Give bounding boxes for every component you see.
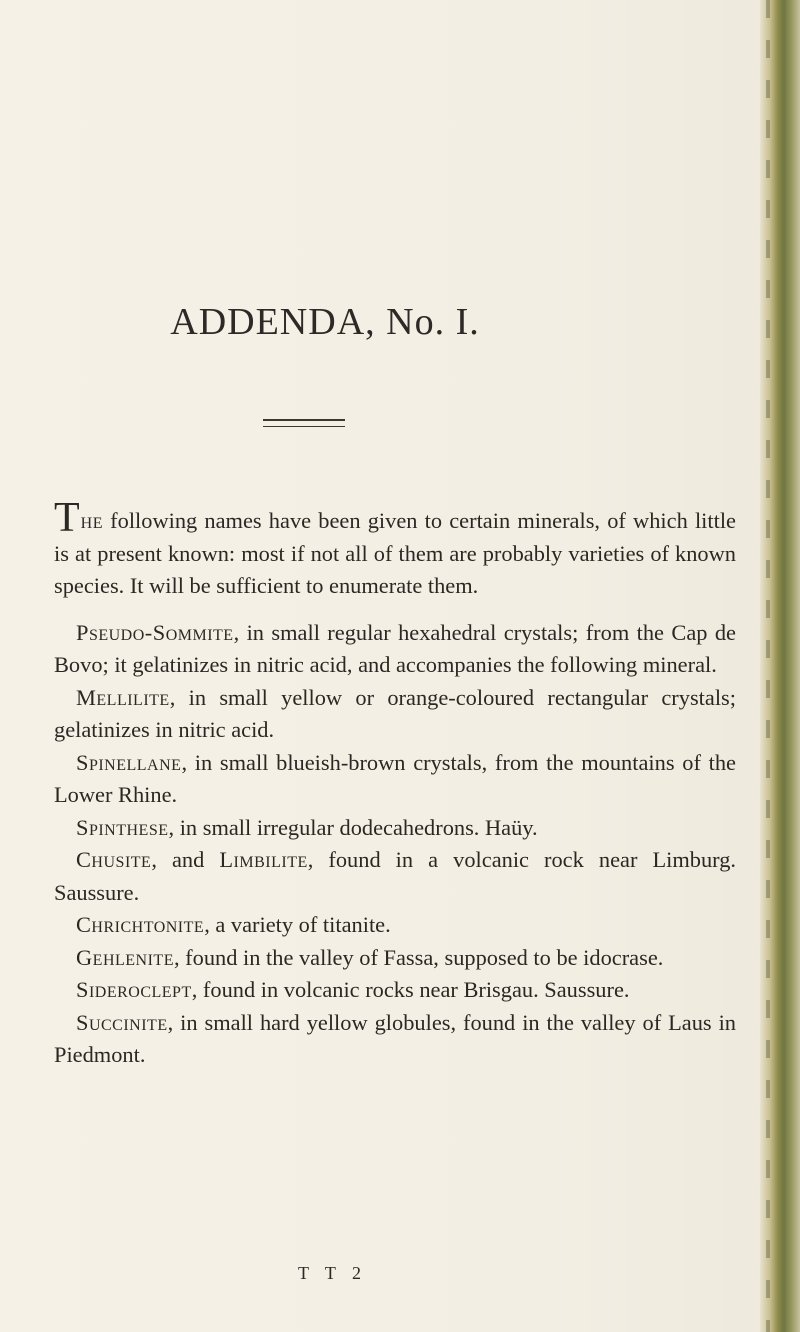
mineral-name: Sideroclept [76,977,192,1002]
intro-paragraph [54,495,736,603]
mineral-description: , a variety of titanite. [204,912,391,937]
mineral-description-second: , found in a volcanic rock near Limburg. Saussure. [54,847,736,905]
mineral-description: , in small blueish-brown crystals, from the mountains of the Lower Rhine. [54,749,736,807]
mineral-name: Chrichtonite [76,912,205,937]
entry-sideroclept [54,974,736,1007]
mineral-name: Gehlenite [76,944,174,970]
mineral-description: , in small hard yellow globules, found in the valley of Laus in Piedmont. [54,1009,736,1067]
mineral-description: , found in the valley of Fassa, supposed to be idocrase. [173,944,664,970]
mineral-name: Spinellane [76,749,182,775]
mineral-description: , found in volcanic rocks near Brisgau. Saussure. [191,977,630,1002]
mineral-description: , in small yellow or orange-coloured rectangular crystals; gelatinizes in nitric acid. [54,684,736,742]
entry-mellilite [54,682,736,747]
mineral-name: Pseudo-Sommite [76,619,234,645]
mineral-description: , in small regular hexahedral crystals; from the Cap de Bovo; it gelatinizes in nitric acid, and accompanies the following mineral. [54,619,736,677]
drop-cap: T [54,495,80,541]
entry-spinellane [54,747,736,812]
intro-lead-word: he [80,508,103,533]
entry-chusite-limbilite [54,844,736,909]
entry-chrichtonite [54,909,736,942]
entry-spinthese [54,812,736,845]
mineral-description: , and [151,847,220,872]
body-text [54,495,736,1072]
printer-signature-mark: T T 2 [298,1263,368,1283]
mineral-name: Spinthese [76,814,169,840]
mineral-name: Succinite [76,1009,168,1035]
mineral-description: , in small irregular dodecahedrons. Haüy. [168,814,538,840]
heading-rule [263,419,345,427]
mineral-name: Chusite [76,847,152,872]
mineral-name-second: Limbilite [219,847,308,872]
entry-gehlenite [54,942,736,975]
entry-pseudo-sommite [54,617,736,682]
entry-succinite [54,1007,736,1072]
page-heading: ADDENDA, No. I. [170,301,480,343]
mineral-name: Mellilite [76,684,170,710]
page-binding-edge [760,0,800,1332]
intro-text: following names have been given to certain minerals, of which little is at present known: most if not all of them are probably varieties of known species. It will be sufficient to enumerate them. [54,508,736,598]
